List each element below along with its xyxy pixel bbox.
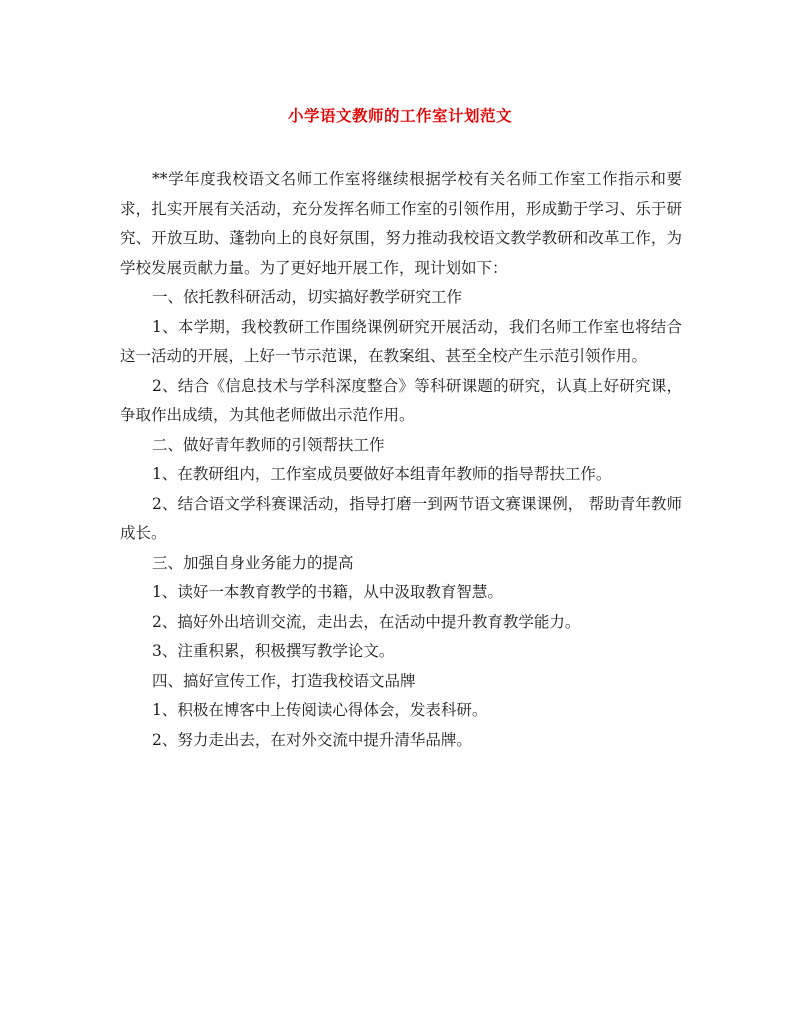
section-2-item-1: 1、在教研组内，工作室成员要做好本组青年教师的指导帮扶工作。 xyxy=(152,465,612,483)
section-heading-2: 二、做好青年教师的引领帮扶工作 xyxy=(152,435,385,454)
document-title: 小学语文教师的工作室计划范文 xyxy=(287,106,512,125)
section-3-item-2: 2、搞好外出培训交流，走出去，在活动中提升教育教学能力。 xyxy=(152,612,581,631)
section-heading-4: 四、搞好宣传工作，打造我校语文品牌 xyxy=(152,671,416,690)
section-1-item-2: 2、结合《信息技术与学科深度整合》等科研课题的研究，认真上好研究课，争取作出成绩，为其他老师做出示范作用。 xyxy=(120,376,682,424)
section-3-item-1: 1、读好一本教育教学的书籍，从中汲取教育智慧。 xyxy=(152,583,503,601)
section-2-item-2: 2、结合语文学科赛课活动，指导打磨一到两节语文赛课课例， 帮助青年教师成长。 xyxy=(120,494,682,542)
document-body xyxy=(120,165,682,755)
section-heading-1: 一、依托教科研活动，切实搞好教学研究工作 xyxy=(152,288,463,306)
section-heading-3: 三、加强自身业务能力的提高 xyxy=(152,553,354,572)
section-1-item-1: 1、本学期，我校教研工作围绕课例研究开展活动，我们名师工作室也将结合这一活动的开展，上好一节示范课，在教案组、甚至全校产生示范引领作用。 xyxy=(120,317,682,365)
section-4-item-1: 1、积极在博客中上传阅读心得体会，发表科研。 xyxy=(152,701,488,719)
section-4-item-2: 2、努力走出去，在对外交流中提升清华品牌。 xyxy=(152,730,472,749)
intro-paragraph: **学年度我校语文名师工作室将继续根据学校有关名师工作室工作指示和要求，扎实开展有关活动，充分发挥名师工作室的引领作用，形成勤于学习、乐于研究、开放互助、蓬勃向上的良好氛围，努力推动我校语文教学教研和改革工作，为学校发展贡献力量。为了更好地开展工作，现计划如下： xyxy=(120,170,682,277)
section-3-item-3: 3、注重积累，积极撰写教学论文。 xyxy=(152,642,395,660)
